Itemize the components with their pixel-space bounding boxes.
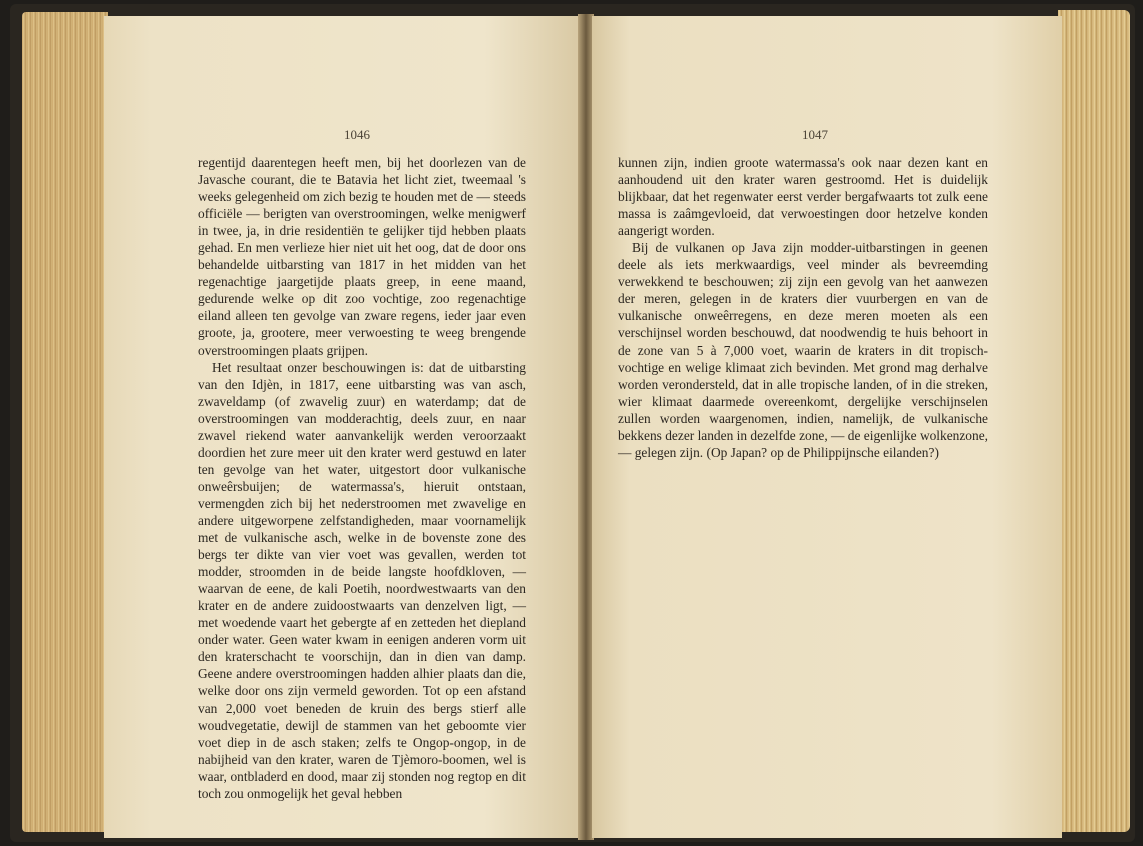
right-paragraph-1: kunnen zijn, indien groote watermassa's ook naar dezen kant en aanhoudend uit den krater waren gestroomd. Het is duidelijk blijkbaar, dat het regenwater eerst verder bergafwaarts tot zulk eene massa is zaâmgevloeid, dat verwoestingen door hetzelve konden aangerigt worden. <box>618 155 988 239</box>
right-paragraph-2: Bij de vulkanen op Java zijn modder-uitbarstingen in geenen deele als iets merkwaardigs, veel minder als bevreemding verwekkend te beschouwen; zij zijn een gevolg van het aanwezen der meren, gelegen in de kraters dier vuurbergen en van de vulkanische onweêrregens, en deze meren moeten als een verschijnsel worden beschouwd, dat noodwendig te huis behoort in de zone van 5 à 7,000 voet, waarin de kraters in dit tropisch-vochtige en welige klimaat zich bevinden. Met grond mag derhalve worden verondersteld, dat in alle tropische landen, of in die streken, wier klimaat daarmede overeenkomt, dergelijke verschijnselen zullen worden waargenomen, indien, namelijk, de vulkanische bekkens dezer landen in dezelfde zone, — de eigenlijke wolkenzone, — gelegen zijn. (Op Japan? op de Philippijnsche eilanden?) <box>618 240 988 460</box>
left-page-edges <box>22 12 108 832</box>
left-paragraph-2: Het resultaat onzer beschouwingen is: dat de uitbarsting van den Idjèn, in 1817, eene uitbarsting was van asch, zwaveldamp (of zwavelig zuur) en waterdamp; dat de overstroomingen van modderachtig, deels zuur, en naar zwavel riekend water aanvankelijk werden veroorzaakt doordien het zure meer uit den krater werd gestuwd en later ten gevolge van het water, uitgestort door vulkanische onweêrsbuijen; de watermassa's, hieruit ontstaan, vermengden zich bij het nederstroomen met zwavelige en andere uitgeworpene zelfstandigheden, maar voornamelijk met de vulkanische asch, welke in de bovenste zone des bergs ter dikte van vier voet was gevallen, werden tot modder, stroomden in de beide langste hoofdkloven, — waarvan de eene, de kali Poetih, noordwestwaarts van den krater en de andere zuidoostwaarts van denzelven ligt, — met woedende vaart het gebergte af en zetteden het diepland onder water. Geen water kwam in eenigen anderen vorm uit den kraterschacht te voorschijn, dan in dien van damp. Geene andere overstroomingen hadden alhier plaats dan die, welke door ons zijn vermeld geworden. Tot op een afstand van 2,000 voet beneden de kruin des bergs stierf alle woudvegetatie, dewijl de stammen van het geboomte vier voet diep in de asch staken; zelfs te Ongop-ongop, in de nabijheid van den krater, waren de Tjèmoro-boomen, wel is waar, ontbladerd en dood, maar zij stonden nog regtop en dit toch zou onmogelijk het geval hebben <box>198 359 526 801</box>
left-paragraph-1: regentijd daarentegen heeft men, bij het doorlezen van de Javasche courant, die te Batavia het licht ziet, tweemaal 's weeks gelegenheid om zich bezig te houden met de — steeds officiële — berigten van overstroomingen, welke menigwerf in twee, ja, in drie residentiën te gelijker tijd hebben plaats gehad. En men verlieze hier niet uit het oog, dat de door ons behandelde uitbarsting van 1817 in het midden van het regenachtige jaargetijde plaats greep, in eene maand, gedurende welke op dit zoo vochtige, zoo regenachtige eiland alleen ten gevolge van zware regens, ieder jaar even groote, ja, grootere, meer verwoesting te weeg brengende overstroomingen plaats grijpen. <box>198 155 526 358</box>
page-number-left: 1046 <box>344 127 370 142</box>
right-page-edges <box>1058 10 1130 832</box>
right-page <box>592 16 1062 838</box>
page-number-right: 1047 <box>802 127 828 142</box>
right-page-text <box>618 154 988 461</box>
left-page <box>104 16 580 838</box>
left-page-text <box>198 154 526 802</box>
